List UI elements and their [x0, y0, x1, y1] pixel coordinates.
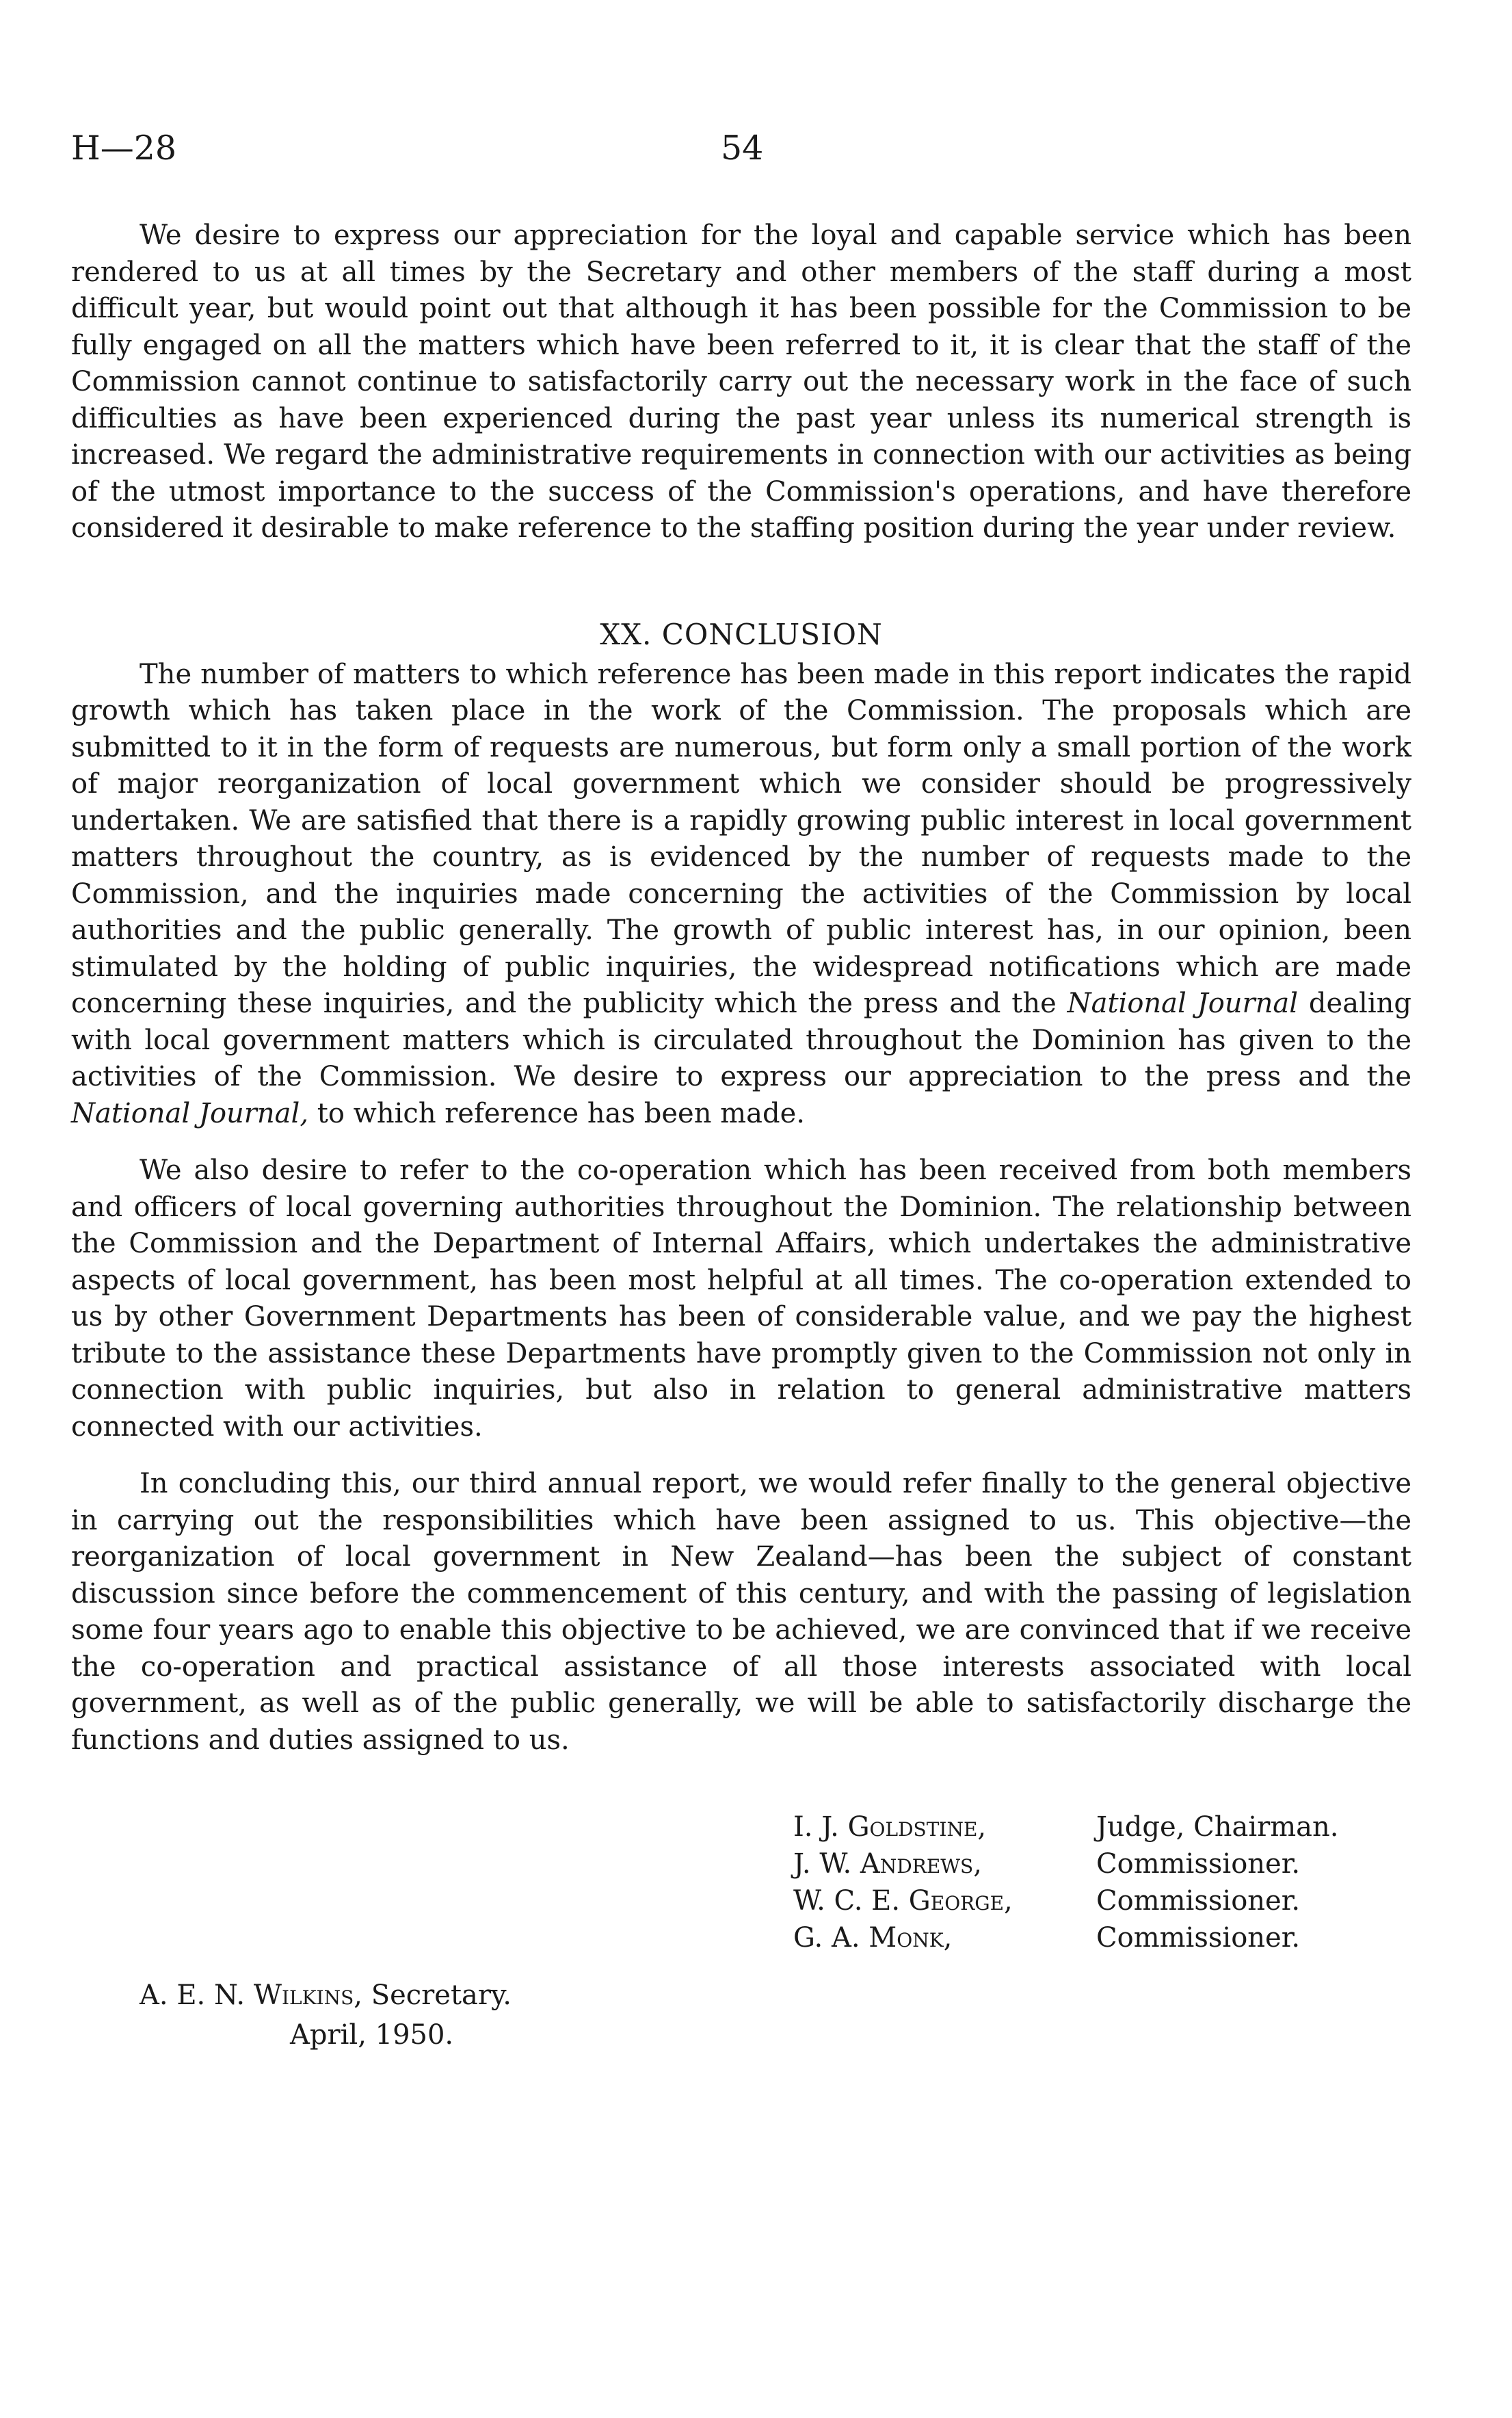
secretary-signature	[140, 1975, 512, 2055]
document-page	[71, 129, 1411, 2080]
paragraph-staffing: We desire to express our appreciation for the loyal and capable service which has been rendered to us at all times by the Secretary and other members of the staff during a most difficult year, but would point out that although it has been possible for the Commission to be fully engaged on all the matters which have been referred to it, it is clear that the staff of the Commission cannot continue to satisfactorily carry out the necessary work in the face of such difficulties as have been experienced during the past year unless its numerical strength is increased. We regard the administrative requirements in connection with our activities as being of the utmost importance to the success of the Commission's operations, and have therefore considered it desirable to make reference to the staffing position during the year under review.	[71, 220, 1411, 544]
conclusion-text-part-3: to which reference has been made.	[317, 1097, 805, 1129]
signatory-name: J. W. Andrews,	[793, 1848, 982, 1880]
page-number: 54	[721, 129, 764, 168]
secretary-title: Secretary.	[371, 1980, 512, 2011]
signature-block	[71, 1759, 1411, 2080]
signatory-role: Commissioner.	[1096, 1885, 1301, 1917]
signatory-row	[793, 1919, 1339, 1956]
conclusion-text-part-2: dealing with local government matters which is circulated throughout the Dominion has given to the activities of the Commission. We desire to express our appreciation to the press and the	[71, 988, 1411, 1092]
signatory-role: Commissioner.	[1096, 1922, 1301, 1954]
conclusion-text-part-1: The number of matters to which reference has been made in this report indicates the rapid growth which has taken place in the work of the Commission. The proposals which are submitted to it in the form of requests are numerous, but form only a small portion of the work of major reorganization of local government which we consider should be progressively undertaken. We are satisfied that there is a rapidly growing public interest in local government matters throughout the country, as is evidenced by the number of requests made to the Commission, and the inquiries made concerning the activities of the Commission by local authorities and the public generally. The growth of public interest has, in our opinion, been stimulated by the holding of public inquiries, the widespread notifications which are made concerning these inquiries, and the publicity which the press and the	[71, 658, 1411, 1019]
secretary-surname: Wilkins,	[253, 1980, 362, 2011]
section-heading: XX. CONCLUSION	[600, 617, 883, 651]
journal-title: National Journal	[1067, 988, 1299, 1019]
signatory-name: G. A. Monk,	[793, 1922, 953, 1954]
signatory-name: I. J. Goldstine,	[793, 1811, 987, 1843]
signatory-name: W. C. E. George,	[793, 1885, 1013, 1917]
report-date: April, 1950.	[290, 2019, 454, 2051]
signatory-role: Judge, Chairman.	[1096, 1811, 1339, 1843]
signatory-role: Commissioner.	[1096, 1848, 1301, 1880]
signatory-row	[793, 1809, 1339, 1845]
journal-title: National Journal,	[71, 1097, 309, 1129]
signatory-list	[793, 1809, 1339, 1956]
paragraph-cooperation: We also desire to refer to the co-operation which has been received from both members and officers of local governing authorities throughout the Dominion. The relationship between the Commission and the Department of Internal Affairs, which undertakes the administrative aspects of local government, has been most helpful at all times. The co-operation extended to us by other Government Departments has been of considerable value, and we pay the highest tribute to the assistance these Departments have promptly given to the Commission not only in connection with public inquiries, but also in relation to general administrative matters connected with our activities.	[71, 1155, 1411, 1443]
secretary-line	[140, 1975, 512, 2015]
signatory-row	[793, 1845, 1339, 1882]
paragraph-conclusion	[71, 657, 1411, 1133]
secretary-initials: A. E. N.	[140, 1980, 246, 2011]
document-code: H—28	[71, 129, 177, 168]
page-header	[71, 129, 1411, 190]
signatory-row	[793, 1882, 1339, 1919]
paragraph-concluding: In concluding this, our third annual report, we would refer finally to the general objective in carrying out the responsibilities which have been assigned to us. This objective—the reorganization of local government in New Zealand—has been the subject of constant discussion since before the commencement of this century, and with the passing of legislation some four years ago to enable this objective to be achieved, we are convinced that if we receive the co-operation and practical assistance of all those interests associated with local government, as well as of the public generally, we will be able to satisfactorily discharge the functions and duties assigned to us.	[71, 1468, 1411, 1756]
